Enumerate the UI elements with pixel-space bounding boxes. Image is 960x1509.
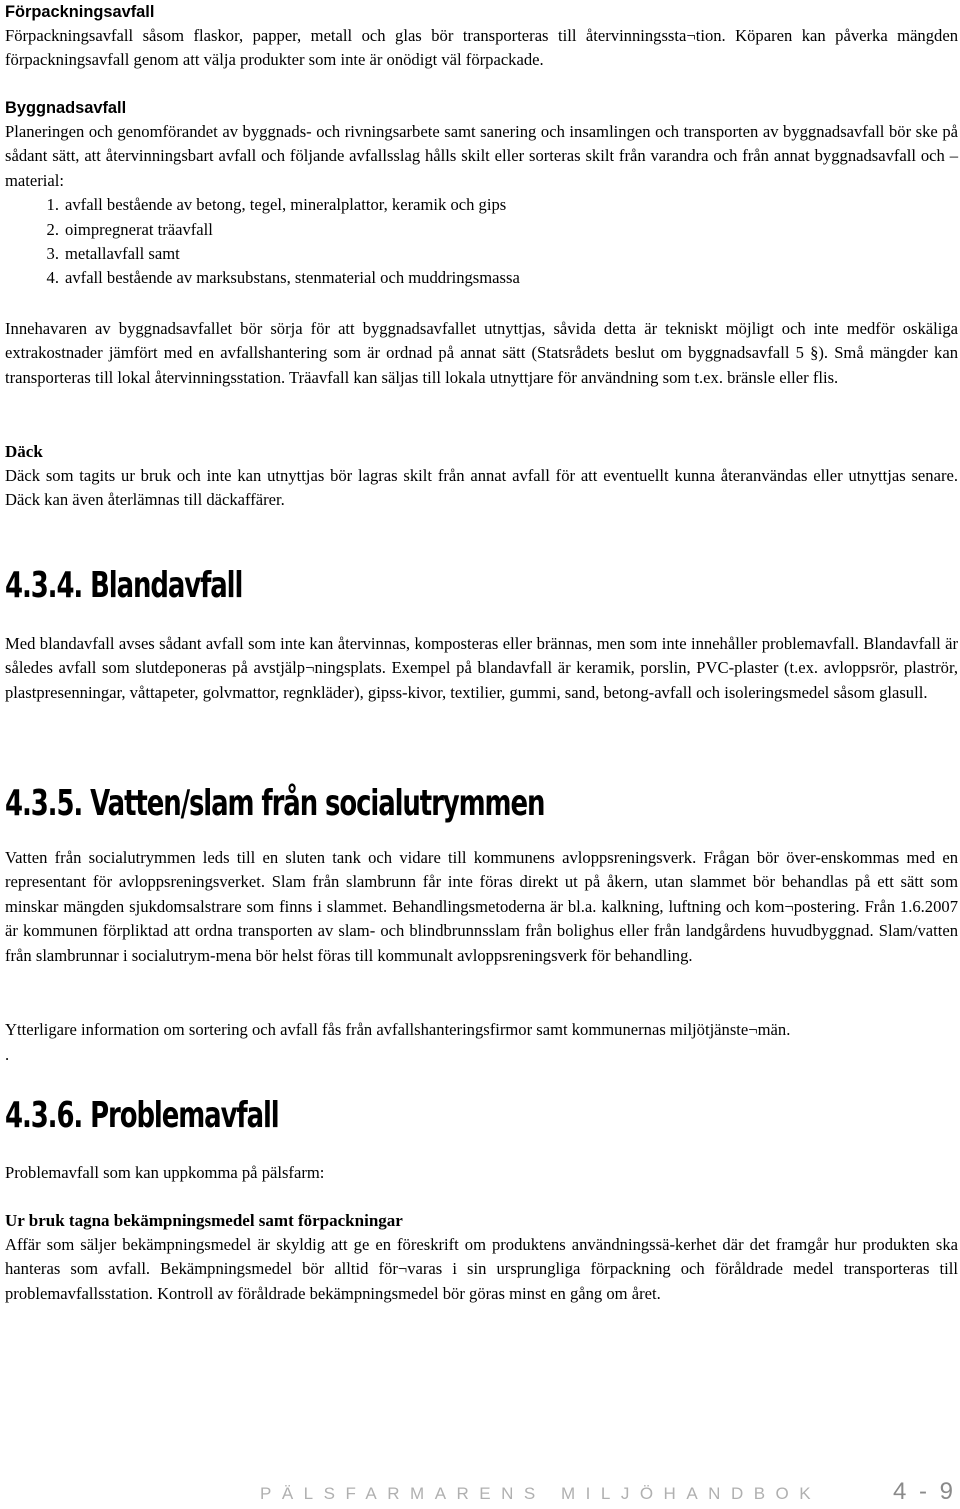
paragraph-forpackningsavfall: Förpackningsavfall såsom flaskor, papper, metall och glas bör transporteras till återvinningssta¬tion. Köparen kan påverka mängden förpackningsavfall genom att välja produkter som inte är onödigt väl förpackade. bbox=[5, 26, 958, 70]
page-number: 4 - 9 bbox=[892, 1478, 956, 1505]
heading-4-3-4-blandavfall: 4.3.4. Blandavfall bbox=[5, 565, 243, 606]
paragraph-byggnadsavfall-innehavare: Innehavaren av byggnadsavfallet bör sörja för att byggnadsavfallet utnyttjas, såvida detta är tekniskt möjligt och inte medför oskäliga extrakostnader jämfört med en avfallshantering som är ordnad på annat sätt (Statsrådets beslut om byggnadsavfall 5 §). Små mängder kan transporteras till lokal återvinningsstation. Träavfall kan säljas till lokala utnyttjare för användning som t.ex. bränsle eller flis. bbox=[5, 319, 958, 387]
section-4-3-4 bbox=[5, 566, 958, 606]
paragraph-vatten-slam: Vatten från socialutrymmen leds till en sluten tank och vidare till kommunens avloppsreningsverk. Frågan bör över-enskommas med en representant för avloppsreningsverket. Slam från slambrunn får inte föras direkt ut på åkern, utan slammet bör behandlas på ett sätt som minskar mängden sjukdomsalstrare som finns i slammet. Behandlingsmetoderna är bl.a. kalkning, luftning och kom¬postering. Från 1.6.2007 är kommunen förpliktad att ordna transporten av slam- och blindbrunnsslam från bolighus eller från landgårdens huvudbyggnad. Slam/vatten från slambrunnar i socialutrym-mena bör helst föras till kommunalt avloppsreningsverk för behandling. bbox=[5, 848, 958, 965]
heading-forpackningsavfall: Förpackningsavfall bbox=[5, 3, 155, 21]
section-4-3-6 bbox=[5, 1096, 958, 1136]
list-item: 1. avfall bestående av betong, tegel, mineralplattor, keramik och gips bbox=[46, 195, 507, 215]
subheading-bekampningsmedel: Ur bruk tagna bekämpningsmedel samt förpackningar bbox=[5, 1211, 403, 1230]
heading-4-3-5-vatten-slam: 4.3.5. Vatten/slam från socialutrymmen bbox=[5, 783, 545, 824]
paragraph-problemavfall-intro: Problemavfall som kan uppkomma på pälsfarm: bbox=[5, 1163, 325, 1182]
footer-title: PÄLSFARMARENS MILJÖHANDBOK bbox=[260, 1484, 822, 1503]
paragraph-ytterligare-information: Ytterligare information om sortering och avfall fås från avfallshanteringsfirmor samt kommunernas miljötjänste¬män. bbox=[5, 1020, 791, 1039]
heading-byggnadsavfall: Byggnadsavfall bbox=[5, 99, 127, 117]
paragraph-bekampningsmedel: Affär som säljer bekämpningsmedel är skyldig att ge en föreskrift om produktens användningssä-kerhet där det framgår hur produkten ska hanteras som avfall. Bekämpningsmedel bör alltid för¬varas i sin ursprungliga förpackning och föråldrade medel transporteras till problemavfallsstation. Kontroll av föråldrade bekämpningsmedel bör göras minst en gång om året. bbox=[5, 1235, 958, 1303]
paragraph-dack: Däck som tagits ur bruk och inte kan utnyttjas bör lagras skilt från annat avfall för att eventuellt kunna återanvändas eller utnyttjas senare. Däck kan även återlämnas till däckaffärer. bbox=[5, 466, 958, 510]
list-item: 3. metallavfall samt bbox=[46, 244, 180, 264]
paragraph-byggnadsavfall: Planeringen och genomförandet av byggnads- och rivningsarbete samt sanering och insamlingen och transporten av byggnadsavfall bör ske på sådant sätt, att återvinningsbart avfall och följande avfallsslag hålls skilt eller sorteras skilt från varandra och från annat byggnadsavfall och –material: bbox=[5, 122, 958, 190]
section-4-3-5 bbox=[5, 784, 958, 824]
stray-dot: . bbox=[5, 1045, 10, 1064]
list-item: 4. avfall bestående av marksubstans, stenmaterial och muddringsmassa bbox=[46, 268, 520, 288]
section-dack bbox=[5, 440, 958, 513]
paragraph-blandavfall: Med blandavfall avses sådant avfall som inte kan återvinnas, komposteras eller brännas, men som inte innehåller problemavfall. Blandavfall är således avfall som slutdeponeras på avstjälp¬ningsplats. Exempel på blandavfall är keramik, porslin, PVC-plaster (t.ex. avloppsrör, plaströr, plastpresenningar, våttapeter, golvmattor, regnkläder), gipss-kivor, textilier, gummi, sand, betong-avfall och isoleringsmedel såsom glasull. bbox=[5, 634, 958, 702]
subsection-bekampningsmedel bbox=[5, 1209, 958, 1306]
heading-dack: Däck bbox=[5, 442, 43, 461]
section-forpackningsavfall bbox=[5, 0, 958, 73]
heading-4-3-6-problemavfall: 4.3.6. Problemavfall bbox=[5, 1095, 279, 1136]
list-byggnadsavfall bbox=[5, 193, 958, 291]
list-item: 2. oimpregnerat träavfall bbox=[46, 219, 213, 239]
section-byggnadsavfall bbox=[5, 96, 958, 291]
